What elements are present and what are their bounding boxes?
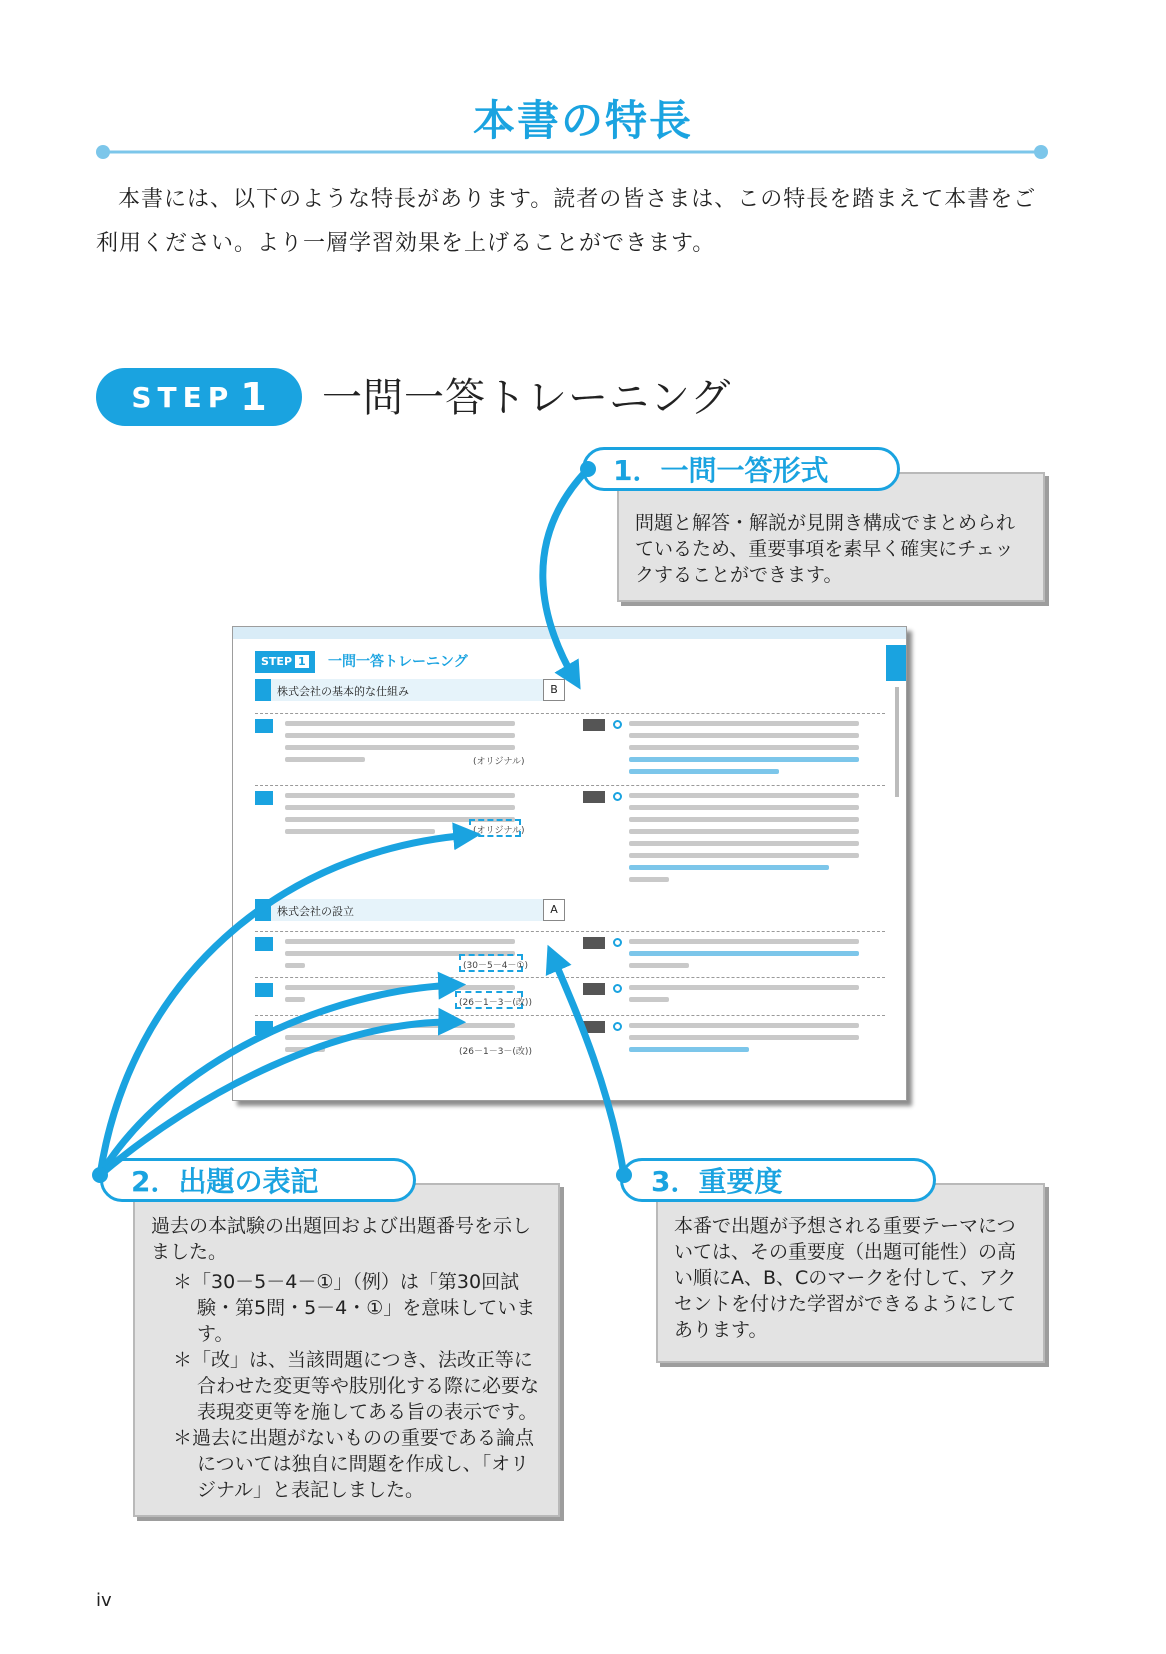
page-title: 本書の特長 [472,96,693,145]
arrow-to-source-26 [100,1022,455,1175]
callout-2-note: ＊「改」は、当該問題につき、法改正等に合わせた変更等や肢別化する際に必要な表現変更等を施してある旨の表示です。 [173,1349,540,1423]
importance-badge: B [543,679,565,701]
arrow-to-source-30 [100,985,455,1175]
step-number: 1 [240,375,267,419]
sample-source: (オリジナル) [473,757,525,767]
callout-1-tag: 1．一問一答形式 [582,447,900,491]
step-title: 一問一答トレーニング [322,375,732,421]
sample-title: 一問一答トレーニング [328,654,468,670]
page-number: iv [96,1590,112,1611]
sample-source: (26－1－3－(改)) [459,998,532,1008]
sample-source: (30－5－4－①) [463,961,528,971]
sample-source: (26－1－3－(改)) [459,1047,532,1057]
intro-paragraph: 本書には、以下のような特長があります。読者の皆さまは、この特長を踏まえて本書をご利用ください。より一層学習効果を上げることができます。 [96,187,1037,256]
sample-step-word: STEP [261,655,293,668]
arrow-from-importance [552,955,624,1175]
sample-step-number: 1 [295,655,309,668]
callout-2-note: ＊「30－5－4－①」（例）は「第30回試験・第5問・5－4・①」を意味しています。 [173,1271,536,1345]
callout-2-tag: 2．出題の表記 [100,1158,416,1202]
callout-1-text: 問題と解答・解説が見開き構成でまとめられているため、重要事項を素早く確実にチェックすることができます。 [635,512,1016,586]
callout-2-note: ＊過去に出題がないものの重要である論点については独自に問題を作成し、「オリジナル」と表記しました。 [173,1427,535,1501]
callout-2-text: 過去の本試験の出題回および出題番号を示しました。 [151,1215,532,1263]
step-word: STEP [131,380,235,414]
sample-section-label: 株式会社の基本的な仕組み [277,685,409,698]
arrow-to-importance-badge [543,469,588,680]
callout-3-text: 本番で出題が予想される重要テーマについては、その重要度（出題可能性）の高い順にA、B、Cのマークを付して、アクセントを付けた学習ができるようにしてあります。 [674,1215,1017,1341]
arrow-to-source-original [100,835,470,1175]
callout-3-tag: 3．重要度 [620,1158,936,1202]
sample-section-label: 株式会社の設立 [277,905,354,918]
sample-source: (オリジナル) [473,826,525,836]
importance-badge: A [543,899,565,921]
